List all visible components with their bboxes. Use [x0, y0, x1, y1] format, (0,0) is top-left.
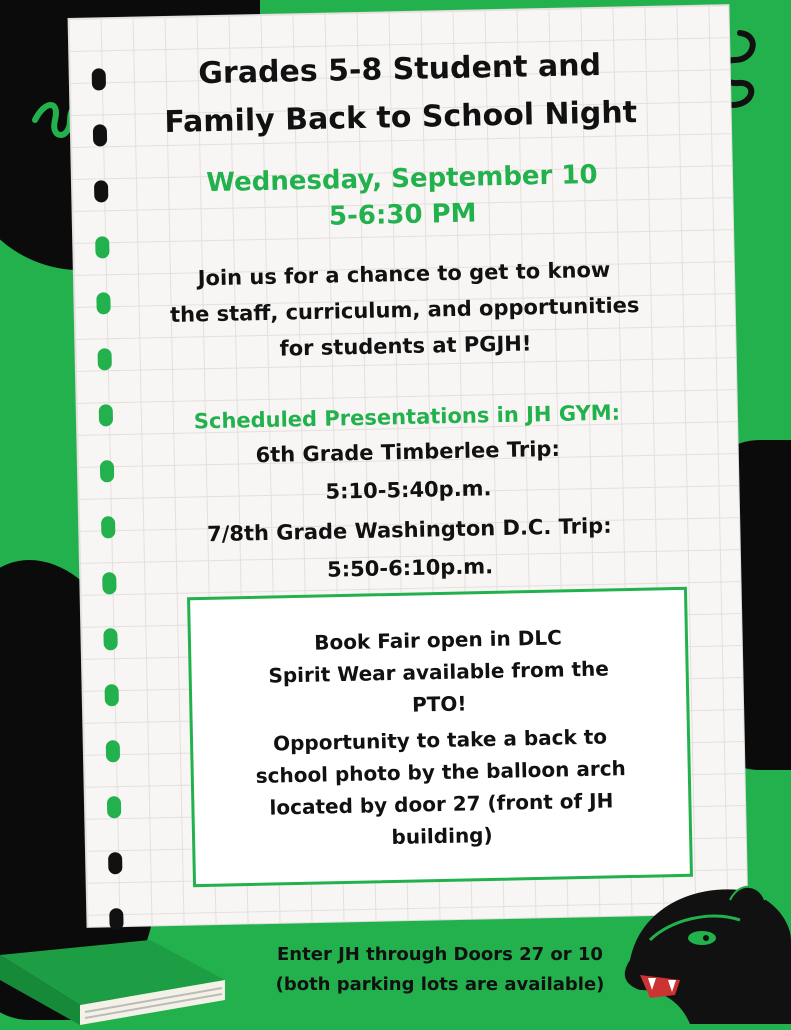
event-date: Wednesday, September 10	[206, 159, 598, 199]
event-time: 5-6:30 PM	[328, 198, 477, 232]
info-line: Book Fair open in DLC	[313, 625, 562, 655]
intro-line-2: the staff, curriculum, and opportunities	[169, 293, 640, 327]
info-line: building)	[391, 822, 493, 850]
title-line-2: Family Back to School Night	[164, 95, 638, 141]
schedule-heading: Scheduled Presentations in JH GYM:	[193, 400, 621, 434]
info-line: school photo by the balloon arch	[255, 756, 627, 788]
info-line: PTO!	[411, 691, 467, 717]
info-line: Spirit Wear available from the	[268, 656, 610, 688]
schedule-item-1-title: 6th Grade Timberlee Trip:	[255, 436, 561, 468]
panther-mascot-icon	[620, 880, 791, 1024]
footer-line-1: Enter JH through Doors 27 or 10	[277, 944, 603, 965]
schedule-item-2-time: 5:50-6:10p.m.	[326, 554, 494, 582]
intro-line-1: Join us for a chance to get to know	[197, 257, 611, 291]
title-line-1: Grades 5-8 Student and	[197, 47, 602, 92]
info-box	[187, 587, 693, 887]
intro-line-3: for students at PGJH!	[279, 331, 532, 361]
footer-line-2: (both parking lots are available)	[275, 974, 605, 995]
info-line: Opportunity to take a back to	[272, 724, 608, 756]
book-icon	[0, 920, 230, 1030]
schedule-item-2-title: 7/8th Grade Washington D.C. Trip:	[206, 513, 612, 547]
info-line: located by door 27 (front of JH	[269, 788, 614, 820]
footer	[230, 940, 650, 1000]
schedule-item-1-time: 5:10-5:40p.m.	[325, 476, 492, 504]
